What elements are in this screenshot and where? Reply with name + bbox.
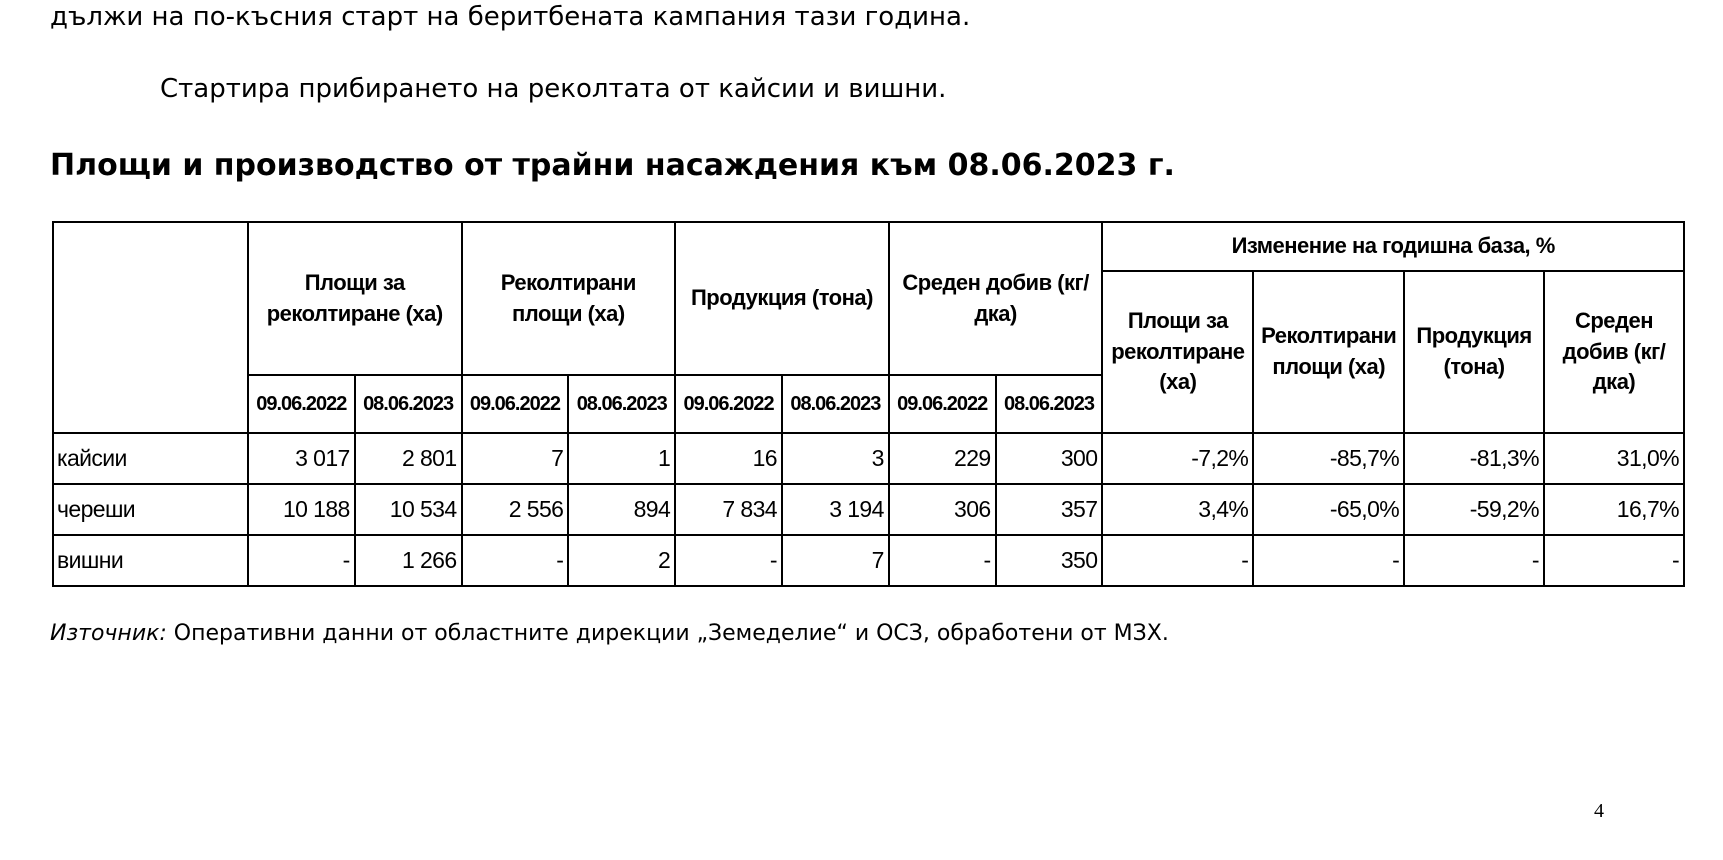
header-change-areas-to-harvest: Площи за реколтиране (ха) [1102,271,1253,433]
table-cell: -65,0% [1253,484,1404,535]
table-cell: 3,4% [1102,484,1253,535]
table-cell: -7,2% [1102,433,1253,484]
table-cell: 16 [675,433,782,484]
table-cell: 306 [889,484,996,535]
row-label: кайсии [53,433,248,484]
source-label: Източник: [50,621,167,646]
table-row [53,484,1684,535]
table-cell: 3 194 [782,484,889,535]
table-cell: -59,2% [1404,484,1544,535]
date-header: 08.06.2023 [568,375,675,433]
table-cell: -85,7% [1253,433,1404,484]
table-cell: 10 534 [355,484,462,535]
date-header: 08.06.2023 [996,375,1103,433]
table-cell: 300 [996,433,1103,484]
table-cell: -81,3% [1404,433,1544,484]
table-cell: - [1102,535,1253,586]
source-note [50,621,1169,646]
header-harvested-areas: Реколтирани площи (ха) [462,222,676,375]
header-change-production: Продукция (тона) [1404,271,1544,433]
header-change-avg-yield: Среден добив (кг/дка) [1544,271,1684,433]
table-cell: 2 801 [355,433,462,484]
table-cell: 1 [568,433,675,484]
table-row [53,433,1684,484]
table-cell: 31,0% [1544,433,1684,484]
table-cell: 16,7% [1544,484,1684,535]
table-body [53,433,1684,586]
harvest-start-paragraph: Стартира прибирането на реколтата от кайсии и вишни. [160,74,947,104]
table-cell: - [1544,535,1684,586]
table-cell: 350 [996,535,1103,586]
table-cell: 10 188 [248,484,355,535]
header-change-harvested-areas: Реколтирани площи (ха) [1253,271,1404,433]
date-header: 08.06.2023 [355,375,462,433]
date-header: 09.06.2022 [889,375,996,433]
table-row [53,535,1684,586]
table-cell: - [1253,535,1404,586]
table-title: Площи и производство от трайни насаждения към 08.06.2023 г. [50,148,1175,183]
header-avg-yield: Среден добив (кг/дка) [889,222,1103,375]
table-cell: 894 [568,484,675,535]
table-cell: 357 [996,484,1103,535]
table-cell: 7 [462,433,569,484]
table-cell: - [889,535,996,586]
row-label: вишни [53,535,248,586]
table-cell: 7 [782,535,889,586]
header-yoy-change: Изменение на годишна база, % [1102,222,1684,271]
paragraph-fragment: дължи на по-късния старт на беритбената кампания тази година. [50,2,971,32]
table-cell: - [248,535,355,586]
table-cell: - [1404,535,1544,586]
row-label: череши [53,484,248,535]
perennial-crops-table [52,221,1685,587]
date-header: 09.06.2022 [675,375,782,433]
table-cell: 2 556 [462,484,569,535]
table-cell: - [675,535,782,586]
source-text: Оперативни данни от областните дирекции „Земеделие“ и ОСЗ, обработени от МЗХ. [166,621,1169,646]
date-header: 09.06.2022 [248,375,355,433]
date-header: 08.06.2023 [782,375,889,433]
row-label-header [53,222,248,433]
table-cell: 7 834 [675,484,782,535]
header-areas-to-harvest: Площи за реколтиране (ха) [248,222,462,375]
table-cell: 1 266 [355,535,462,586]
date-header: 09.06.2022 [462,375,569,433]
table-cell: 3 017 [248,433,355,484]
table-cell: 2 [568,535,675,586]
table-cell: - [462,535,569,586]
header-production: Продукция (тона) [675,222,889,375]
page-number: 4 [1594,800,1604,822]
table-cell: 229 [889,433,996,484]
table-cell: 3 [782,433,889,484]
